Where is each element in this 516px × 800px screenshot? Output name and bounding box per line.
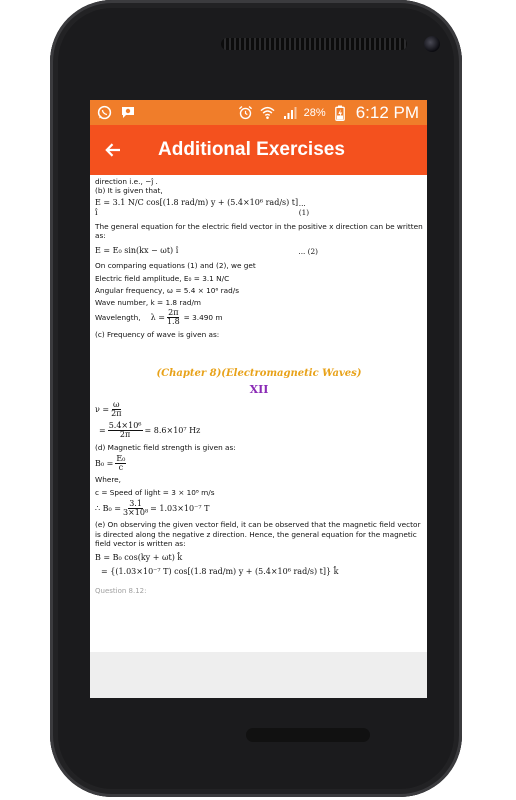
text-line: Where, [95, 475, 121, 485]
equation-row [95, 198, 423, 218]
frequency-row-2 [99, 422, 423, 440]
field-strength-row-2 [95, 500, 423, 518]
equation-4: = {(1.03×10⁻⁷ T) cos[(1.8 rad/m) y + (5.4×10⁶ rad/s) t]} k̂ [101, 566, 339, 576]
text-line: direction i.e., −ĵ . [95, 177, 158, 186]
result: = 3.490 m [183, 313, 223, 323]
whatsapp-icon [96, 105, 112, 121]
exercise-content [90, 175, 427, 652]
bottom-panel [90, 652, 427, 698]
clock: 6:12 PM [355, 102, 419, 122]
result: = 1.03×10⁻⁷ T [150, 503, 210, 513]
earpiece-speaker [221, 38, 407, 50]
numerator: ω [113, 400, 120, 410]
text-line: Wave number, k = 1.8 rad/m [95, 297, 202, 307]
battery-percent: 28% [303, 106, 326, 119]
battery-icon [332, 105, 348, 121]
chat-icon [120, 105, 136, 121]
field-strength-row [95, 455, 423, 473]
fraction [123, 500, 148, 518]
result: = 8.6×10⁷ Hz [144, 425, 201, 435]
equation-number: ... (2) [298, 246, 318, 256]
numerator: E₀ [116, 453, 126, 463]
back-button[interactable] [90, 125, 136, 175]
front-camera [424, 36, 440, 52]
equation-2: E = E₀ sin(kx − ωt) î [95, 246, 179, 256]
lambda-symbol: λ = [150, 312, 165, 322]
signal-icon [282, 105, 298, 121]
back-arrow-icon [104, 141, 122, 159]
alarm-icon [238, 105, 254, 121]
b0-symbol: ∴ B₀ = [95, 503, 121, 513]
b0-symbol: B₀ = [95, 458, 114, 468]
question-label: Question 8.12: [95, 586, 147, 595]
wavelength-row [95, 309, 423, 327]
equals: = [99, 425, 106, 435]
denominator: 1.8 [166, 317, 180, 327]
denominator: 2π [111, 409, 122, 419]
fraction [111, 401, 121, 419]
equation-1: E = 3.1 N/C cos[(1.8 rad/m) y + (5.4×10⁶ rad/s) t] î [95, 198, 299, 218]
text-line: (b) It is given that, [95, 186, 163, 196]
text-label: Wavelength, [95, 313, 141, 323]
numerator: 3.1 [129, 498, 142, 508]
text-line: Angular frequency, ω = 5.4 × 10⁶ rad/s [95, 285, 240, 295]
text-line: On comparing equations (1) and (2), we get [95, 261, 256, 271]
equation-row [95, 246, 423, 256]
fraction [115, 455, 126, 473]
bottom-speaker [246, 728, 370, 742]
class-label: XII [249, 383, 269, 397]
wifi-icon [260, 105, 276, 121]
numerator: 5.4×10⁶ [108, 420, 142, 430]
screen [90, 100, 427, 698]
denominator: 3×10⁸ [122, 508, 149, 518]
fraction [108, 422, 143, 440]
denominator: 2π [119, 430, 131, 440]
text-line: (c) Frequency of wave is given as: [95, 329, 220, 339]
text-line: c = Speed of light = 3 × 10⁸ m/s [95, 487, 215, 497]
denominator: c [118, 463, 124, 473]
fraction [167, 309, 180, 327]
frequency-row [95, 401, 423, 419]
text-line: The general equation for the electric field vector in the positive x direction can be written as: [95, 222, 423, 241]
equation-number: ... (1) [298, 199, 310, 218]
text-line: (d) Magnetic field strength is given as: [95, 442, 236, 452]
chapter-heading: (Chapter 8)(Electromagnetic Waves) [156, 367, 362, 379]
app-bar [90, 125, 427, 175]
numerator: 2π [168, 307, 179, 317]
page-title: Additional Exercises [158, 139, 345, 160]
text-paragraph: (e) On observing the given vector field, it can be observed that the magnetic field vector is directed along the negative z direction. Hence, the general equation for the magnetic field vector is written as: [95, 520, 421, 548]
equation-3: B = B₀ cos(ky + ωt) k̂ [95, 552, 183, 562]
text-line: Electric field amplitude, E₀ = 3.1 N/C [95, 273, 230, 283]
nu-symbol: ν = [95, 404, 110, 414]
status-bar [90, 100, 427, 125]
